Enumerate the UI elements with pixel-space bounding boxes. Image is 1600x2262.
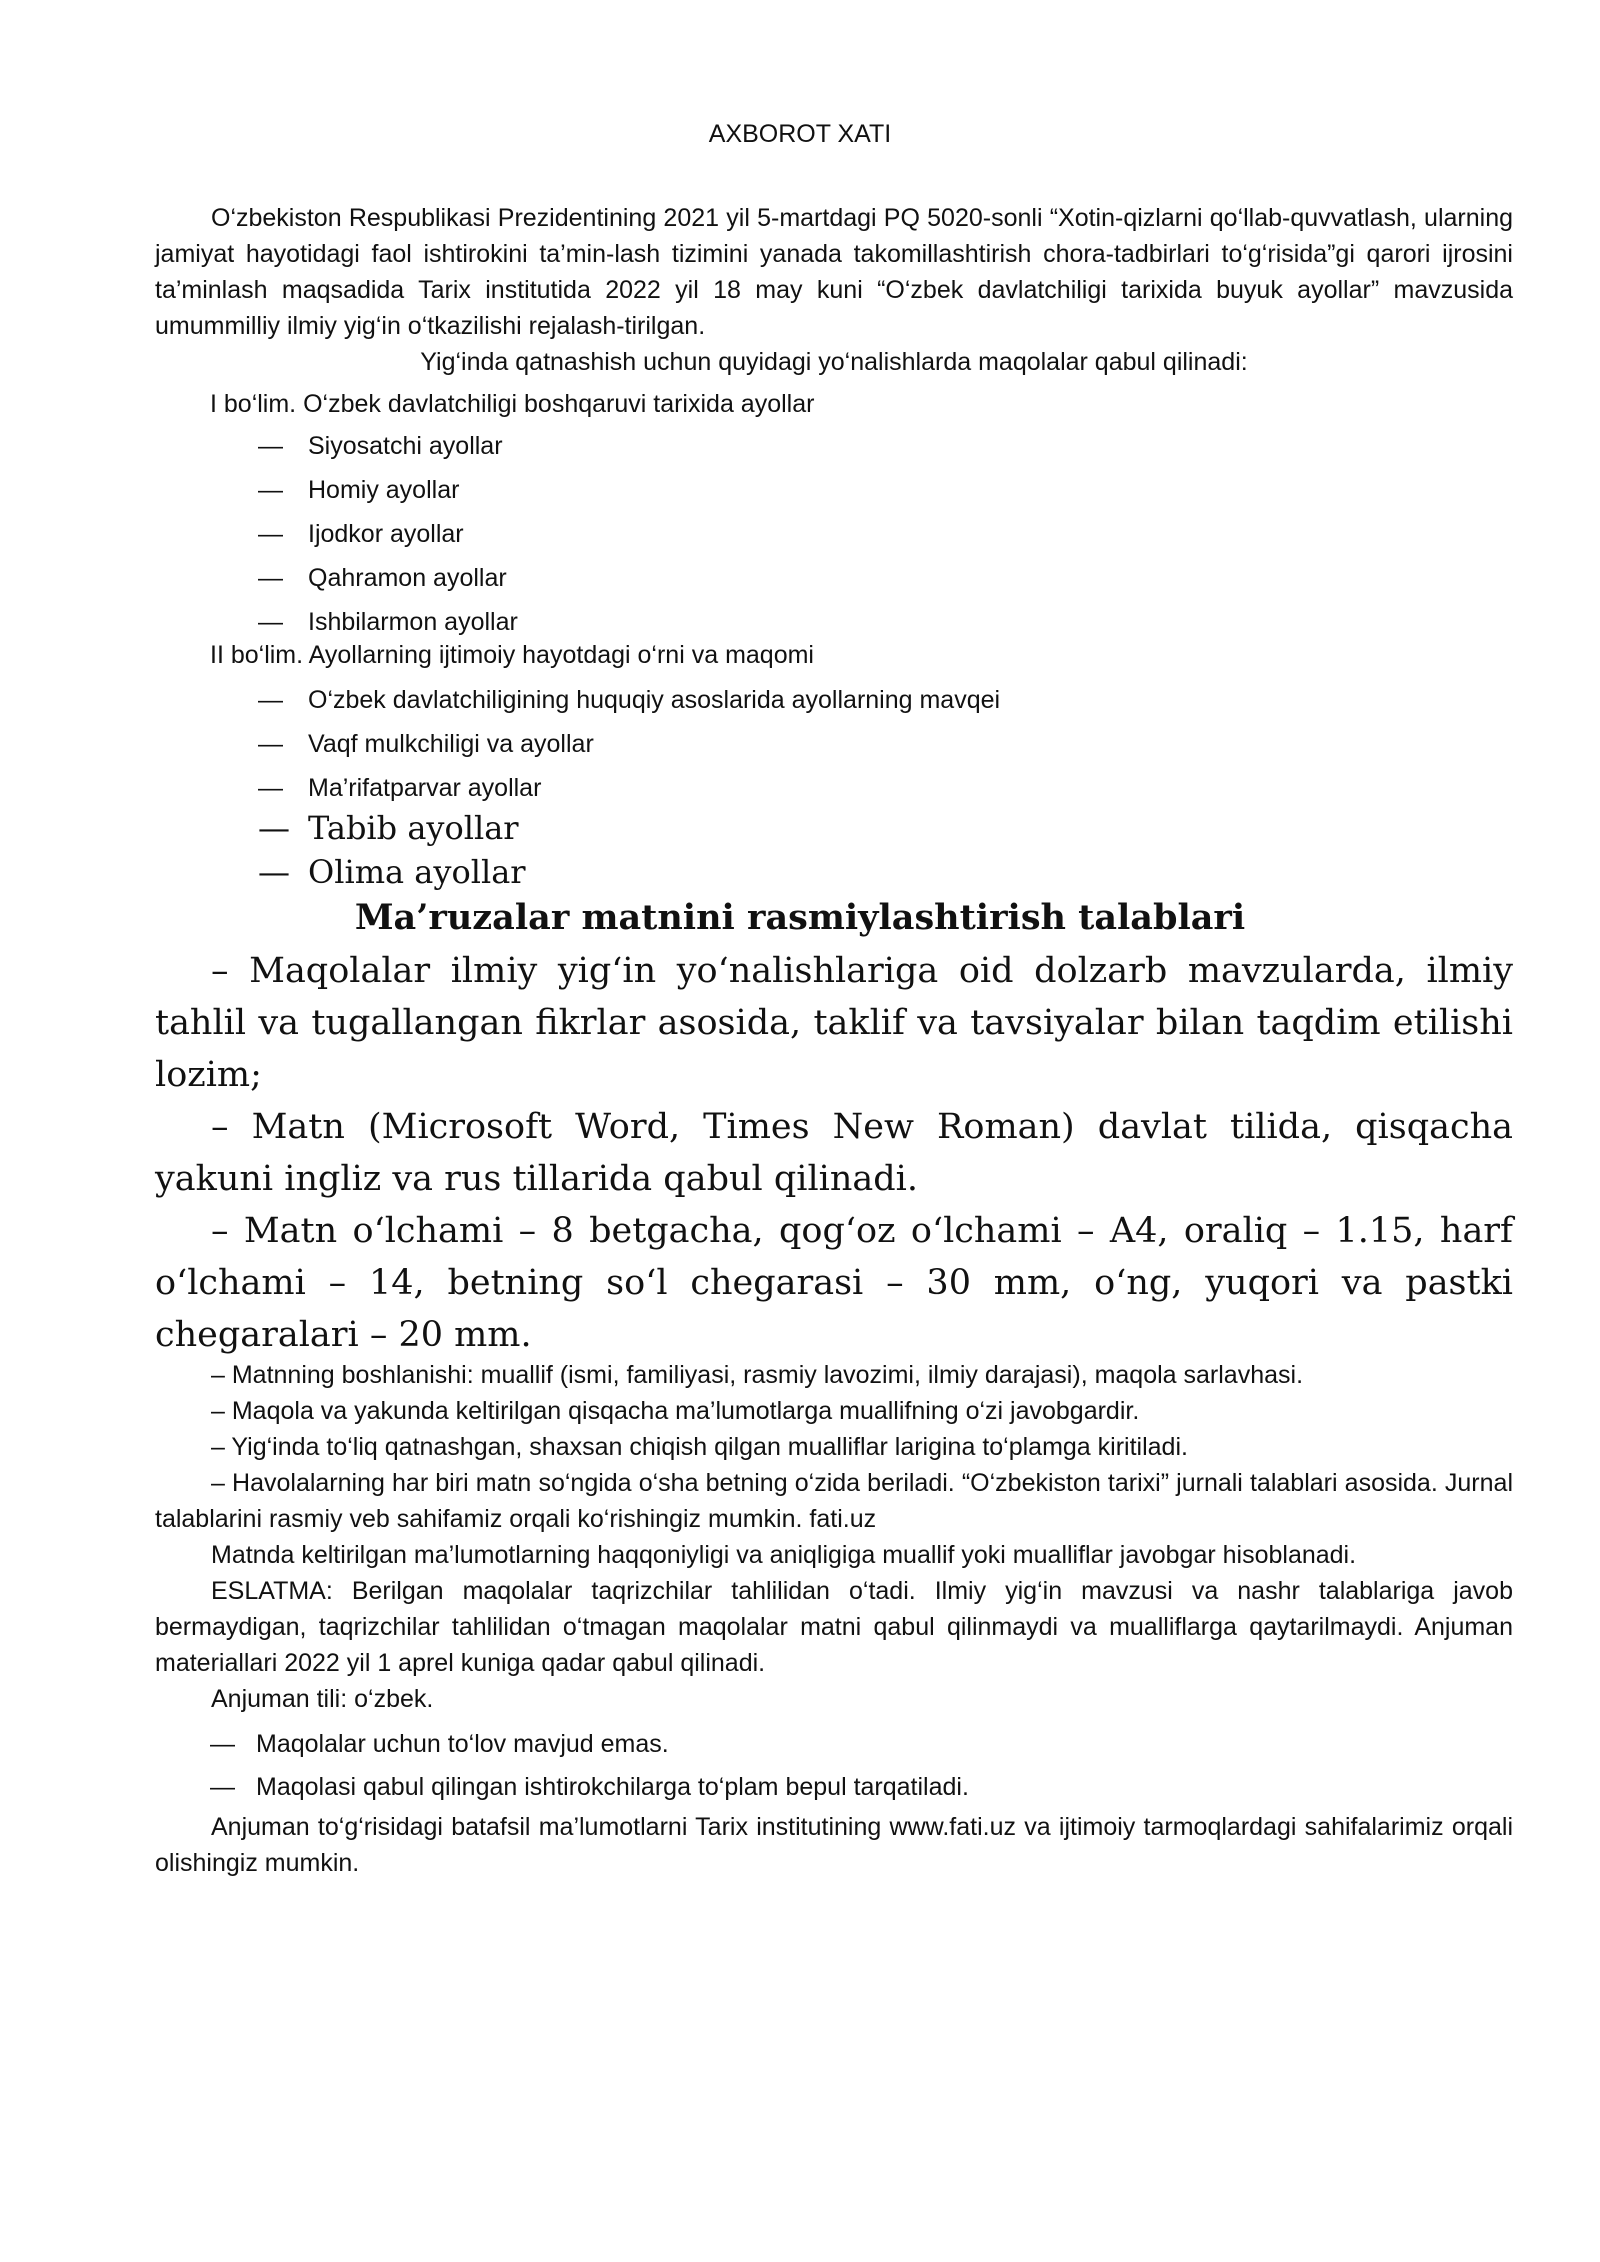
dash-icon: — (258, 476, 283, 504)
requirement-item: – Matn o‘lchami – 8 betgacha, qog‘oz o‘lchami – A4, oraliq – 1.15, harf o‘lchami – 14, betning so‘l chegarasi – 30 mm, o‘ng, yuqori va pastki chegaralari – 20 mm. (155, 1211, 1513, 1355)
section2-list-large (258, 806, 526, 894)
list-item: — Maqolalar uchun to‘lov mavjud emas. (210, 1723, 969, 1766)
requirement-item: – Matnning boshlanishi: muallif (ismi, familiyasi, rasmiy lavozimi, ilmiy darajasi), maqola sarlavhasi. (211, 1361, 1304, 1389)
dash-icon: — (258, 730, 283, 758)
document-title: AXBOROT XATI (708, 120, 892, 148)
closing-block (155, 1809, 1513, 1881)
dash-icon: — (258, 686, 283, 714)
dash-icon: — (258, 774, 283, 802)
list-item: — Ijodkor ayollar (258, 512, 518, 556)
section2-title: II bo‘lim. Ayollarning ijtimoiy hayotdagi o‘rni va maqomi (210, 641, 814, 669)
requirements-small (155, 1357, 1513, 1717)
list-item: — Homiy ayollar (258, 468, 518, 512)
directions-line: Yig‘inda qatnashish uchun quyidagi yo‘nalishlarda maqolalar qabul qilinadi: (420, 348, 1248, 376)
dash-icon: — (258, 564, 283, 592)
dash-icon: — (210, 1730, 235, 1758)
list-item: — Olima ayollar (258, 850, 526, 894)
conference-language: Anjuman tili: o‘zbek. (211, 1685, 434, 1713)
dash-icon: — (258, 432, 283, 460)
list-item: — Vaqf mulkchiligi va ayollar (258, 722, 1000, 766)
section1-list (258, 424, 518, 644)
requirement-item: – Yig‘inda to‘liq qatnashgan, shaxsan chiqish qilgan mualliflar larigina to‘plamga kiritiladi. (211, 1433, 1188, 1461)
section1-title: I bo‘lim. O‘zbek davlatchiligi boshqaruvi tarixida ayollar (210, 390, 815, 418)
dash-icon: — (210, 1773, 235, 1801)
list-item: — Maqolasi qabul qilingan ishtirokchilarga to‘plam bepul tarqatiladi. (210, 1766, 969, 1809)
list-item: — Qahramon ayollar (258, 556, 518, 600)
requirements-large (155, 945, 1513, 1361)
closing-paragraph: Anjuman to‘g‘risidagi batafsil ma’lumotlarni Tarix institutining www.fati.uz va ijtimoiy tarmoqlardagi sahifalarimiz orqali olishingiz mumkin. (155, 1813, 1513, 1877)
dash-icon: — (258, 809, 290, 847)
list-item: — Ishbilarmon ayollar (258, 600, 518, 644)
list-item: — Tabib ayollar (258, 806, 526, 850)
notes-list (210, 1723, 969, 1809)
requirement-item: – Maqolalar ilmiy yig‘in yo‘nalishlariga oid dolzarb mavzularda, ilmiy tahlil va tugallangan fikrlar asosida, taklif va tavsiyalar bilan taqdim etilishi lozim; (155, 951, 1513, 1095)
list-item: — Ma’rifatparvar ayollar (258, 766, 1000, 810)
dash-icon: — (258, 520, 283, 548)
requirement-item: – Maqola va yakunda keltirilgan qisqacha ma’lumotlarga muallifning o‘zi javobgardir. (211, 1397, 1140, 1425)
requirement-item: – Havolalarning har biri matn so‘ngida o‘sha betning o‘zida beriladi. “O‘zbekiston tarixi” jurnali talablari asosida. Jurnal talablarini rasmiy veb sahifamiz orqali ko‘rishingiz mumkin. fati.uz (155, 1469, 1513, 1533)
section2-list (258, 678, 1000, 810)
dash-icon: — (258, 608, 283, 636)
intro-block (155, 200, 1513, 380)
dash-icon: — (258, 853, 290, 891)
requirements-heading: Ma’ruzalar matnini rasmiylashtirish talablari (354, 897, 1246, 938)
intro-paragraph: O‘zbekiston Respublikasi Prezidentining 2021 yil 5-martdagi PQ 5020-sonli “Xotin-qizlarni qo‘llab-quvvatlash, ularning jamiyat hayotidagi faol ishtirokini ta’min-lash tizimini yanada takomillashtirish chora-tadbirlari to‘g‘risida”gi qarori ijrosini ta’minlash maqsadida Tarix institutida 2022 yil 18 may kuni “O‘zbek davlatchiligi tarixida buyuk ayollar” mavzusida umummilliy ilmiy yig‘in o‘tkazilishi rejalash-tirilgan. (155, 204, 1513, 340)
list-item: — Siyosatchi ayollar (258, 424, 518, 468)
eslatma-note: ESLATMA: Berilgan maqolalar taqrizchilar tahlilidan o‘tadi. Ilmiy yig‘in mavzusi va nashr talablariga javob bermaydigan, taqrizchilar tahlilidan o‘tmagan maqolalar matni qabul qilinmaydi va mualliflarga qaytarilmaydi. Anjuman materiallari 2022 yil 1 aprel kuniga qadar qabul qilinadi. (155, 1577, 1513, 1677)
requirement-item: Matnda keltirilgan ma’lumotlarning haqqoniyligi va aniqligiga muallif yoki mualliflar javobgar hisoblanadi. (211, 1541, 1357, 1569)
list-item: — O‘zbek davlatchiligining huquqiy asoslarida ayollarning mavqei (258, 678, 1000, 722)
requirement-item: – Matn (Microsoft Word, Times New Roman) davlat tilida, qisqacha yakuni ingliz va rus tillarida qabul qilinadi. (155, 1107, 1513, 1199)
